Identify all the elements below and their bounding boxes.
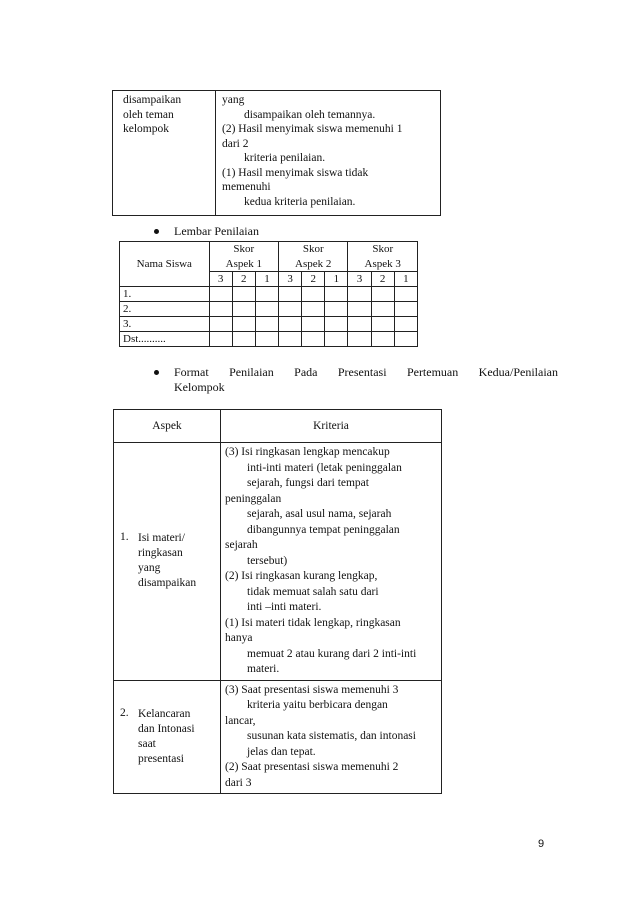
kriteria-line: (1) Isi materi tidak lengkap, ringkasan [225, 616, 401, 629]
score-cell [325, 302, 348, 317]
score-cell [348, 302, 371, 317]
header-kriteria: Kriteria [221, 410, 442, 443]
student-name-cell: 3. [120, 317, 210, 332]
kriteria-line: memuat 2 atau kurang dari 2 inti-inti [247, 647, 417, 660]
aspect-2-header: Skor Aspek 2 [279, 242, 348, 272]
bullet-dot-icon [154, 370, 159, 375]
table-row [120, 317, 418, 332]
page-number: 9 [538, 838, 545, 850]
score-header-cell: 3 [209, 272, 232, 287]
criteria-line: memenuhi [222, 181, 271, 193]
name-header: Nama Siswa [120, 242, 210, 287]
kriteria-line: sejarah [225, 539, 258, 551]
score-cell [325, 332, 348, 347]
kriteria-line: (3) Isi ringkasan lengkap mencakup [225, 446, 390, 458]
criteria-cell [216, 91, 441, 216]
score-header-cell: 1 [325, 272, 348, 287]
score-cell [232, 317, 255, 332]
score-cell [371, 287, 394, 302]
kriteria-line: sejarah, fungsi dari tempat [247, 477, 369, 489]
criteria-continuation-table [112, 90, 441, 216]
score-header-cell: 2 [232, 272, 255, 287]
score-cell [209, 332, 232, 347]
bullet-text-line2: Kelompok [174, 380, 225, 394]
aspek-line: Kelancaran [138, 707, 191, 720]
bullet-word: Pada [294, 365, 318, 379]
score-cell [371, 332, 394, 347]
score-cell [232, 302, 255, 317]
bullet-text: Lembar Penilaian [174, 224, 259, 238]
kriteria-line: materi. [247, 663, 280, 675]
table-row [120, 332, 418, 347]
score-cell [302, 332, 325, 347]
aspect-cell [113, 91, 216, 216]
bullet-word: Kedua/Penilaian [478, 365, 558, 379]
criteria-line: kedua kriteria penilaian. [244, 195, 356, 208]
aspek-line: ringkasan [138, 547, 183, 560]
score-header-cell: 3 [279, 272, 302, 287]
score-cell [302, 287, 325, 302]
criteria-line: disampaikan oleh temannya. [244, 108, 376, 121]
aspect-line: kelompok [123, 123, 169, 135]
aspek-number: 1. [120, 531, 129, 544]
bullet-word: Format [174, 365, 209, 379]
aspek-line: Isi materi/ [138, 532, 185, 545]
table-row [120, 287, 418, 302]
student-name-cell: 2. [120, 302, 210, 317]
score-cell [279, 317, 302, 332]
score-cell [371, 302, 394, 317]
score-cell [232, 332, 255, 347]
score-cell [394, 287, 417, 302]
score-cell [394, 332, 417, 347]
score-cell [209, 302, 232, 317]
criteria-line: dari 2 [222, 137, 249, 150]
kriteria-cell [221, 443, 442, 681]
kriteria-cell [221, 680, 442, 794]
kriteria-line: sejarah, asal usul nama, sejarah [247, 508, 392, 520]
bullet-word: Penilaian [229, 365, 274, 379]
aspek-line: dan Intonasi [138, 722, 195, 735]
kriteria-line: peninggalan [225, 492, 282, 505]
score-header-cell: 1 [394, 272, 417, 287]
student-name-cell: 1. [120, 287, 210, 302]
score-header-cell: 2 [302, 272, 325, 287]
aspect-line: oleh teman [123, 108, 174, 121]
score-cell [279, 287, 302, 302]
aspect-line: disampaikan [123, 94, 182, 106]
aspek-number: 2. [120, 706, 129, 719]
criteria-line: (2) Hasil menyimak siswa memenuhi 1 [222, 123, 403, 135]
criteria-line: kriteria penilaian. [244, 152, 326, 164]
aspek-cell [114, 443, 221, 681]
bullet-dot-icon [154, 229, 159, 234]
score-cell [255, 302, 278, 317]
aspect-1-header: Skor Aspek 1 [209, 242, 278, 272]
aspect-3-header: Skor Aspek 3 [348, 242, 418, 272]
score-cell [232, 287, 255, 302]
score-cell [325, 317, 348, 332]
score-cell [371, 317, 394, 332]
kriteria-line: tidak memuat salah satu dari [247, 585, 379, 598]
score-cell [209, 287, 232, 302]
kriteria-line: dibangunnya tempat peninggalan [247, 523, 400, 536]
score-cell [255, 332, 278, 347]
score-cell [348, 287, 371, 302]
header-aspek: Aspek [114, 410, 221, 443]
kriteria-line: tersebut) [247, 554, 288, 567]
kriteria-line: jelas dan tepat. [247, 745, 316, 758]
kriteria-line: hanya [225, 632, 253, 644]
score-header-cell: 3 [348, 272, 371, 287]
kriteria-line: inti –inti materi. [247, 601, 322, 613]
score-cell [279, 302, 302, 317]
score-cell [255, 287, 278, 302]
aspek-line: yang [138, 562, 161, 575]
bullet-word: Presentasi [337, 365, 387, 379]
group-presentation-rubric-table [113, 409, 442, 794]
criteria-line: yang [222, 94, 245, 106]
kriteria-line: lancar, [225, 714, 256, 727]
bullet-text-line1 [174, 365, 558, 380]
kriteria-line: kriteria yaitu berbicara dengan [247, 699, 388, 711]
aspek-line: disampaikan [138, 577, 197, 590]
score-header-cell: 1 [255, 272, 278, 287]
table-row [120, 302, 418, 317]
table-row [114, 680, 442, 794]
kriteria-line: susunan kata sistematis, dan intonasi [247, 730, 416, 742]
bullet-word: Pertemuan [406, 365, 459, 379]
aspek-line: presentasi [138, 752, 184, 765]
aspek-cell [114, 680, 221, 794]
score-cell [348, 332, 371, 347]
score-cell [348, 317, 371, 332]
kriteria-line: inti-inti materi (letak peninggalan [247, 461, 402, 474]
assessment-sheet-table [119, 241, 418, 347]
kriteria-line: dari 3 [225, 776, 252, 789]
score-cell [302, 317, 325, 332]
score-header-cell: 2 [371, 272, 394, 287]
student-name-cell: Dst.......... [120, 332, 210, 347]
kriteria-line: (2) Saat presentasi siswa memenuhi 2 [225, 761, 399, 773]
kriteria-line: (2) Isi ringkasan kurang lengkap, [225, 570, 378, 582]
kriteria-line: (3) Saat presentasi siswa memenuhi 3 [225, 683, 399, 696]
score-cell [394, 317, 417, 332]
score-cell [255, 317, 278, 332]
aspek-line: saat [138, 737, 156, 750]
criteria-line: (1) Hasil menyimak siswa tidak [222, 166, 369, 179]
table-row [114, 443, 442, 681]
score-cell [209, 317, 232, 332]
score-cell [325, 287, 348, 302]
score-cell [302, 302, 325, 317]
score-cell [279, 332, 302, 347]
score-cell [394, 302, 417, 317]
